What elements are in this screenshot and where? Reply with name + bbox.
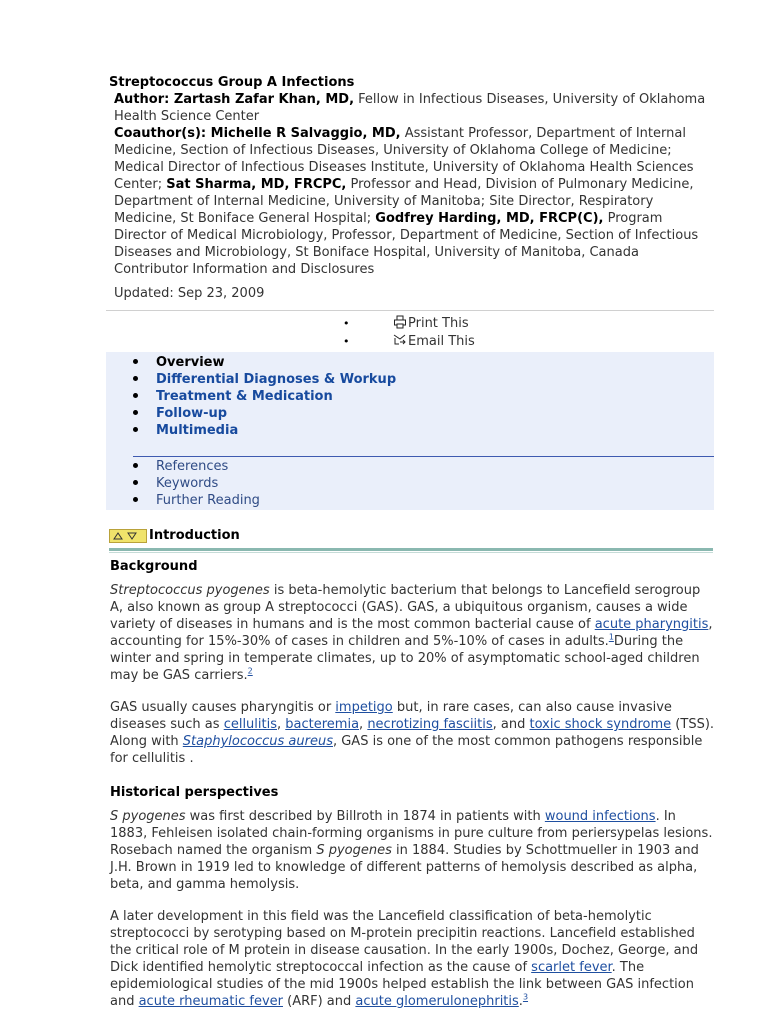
historical-paragraph-2 (110, 908, 716, 1010)
introduction-section-header (109, 527, 713, 544)
coauthor-2-affiliation: Professor and Head, Division of Pulmonary Medicine, Department of Internal Medicine, University of Manitoba; Site Director, Respiratory Medicine, St Boniface General Hospital; (114, 177, 694, 226)
organism-name: S pyogenes (316, 843, 392, 858)
text-span: in 1884. Studies by Schottmueller in 1903 and J.H. Brown in 1919 led to knowledge of different patterns of hemolysis described as alpha, beta, and gamma hemolysis. (110, 843, 699, 892)
nav-divider (133, 456, 714, 457)
updated-date: Updated: Sep 23, 2009 (114, 286, 265, 301)
citation-2[interactable]: 2 (247, 666, 253, 676)
text-span: , and (492, 717, 530, 732)
link-wound-infections[interactable]: wound infections (544, 809, 656, 824)
article-navigation (106, 352, 714, 510)
list-bullet (133, 410, 138, 415)
link-scarlet-fever[interactable]: scarlet fever (531, 960, 612, 975)
text-span: , GAS is one of the most common pathogens responsible for cellulitis . (110, 734, 703, 766)
list-bullet (133, 497, 138, 502)
nav-link-differential-diagnoses[interactable]: Differential Diagnoses & Workup (156, 372, 397, 387)
link-acute-rheumatic-fever[interactable]: acute rheumatic fever (138, 994, 283, 1009)
organism-name: Streptococcus pyogenes (110, 583, 270, 598)
expand-collapse-icon (110, 530, 146, 542)
coauthor-label: Coauthor(s): Michelle R Salvaggio, MD, (114, 126, 401, 141)
text-span: , accounting for 15%-30% of cases in children and 5%-10% of cases in adults. (110, 617, 713, 649)
email-icon (393, 333, 407, 347)
text-span: but, in rare cases, can also cause invasive diseases such as (110, 700, 672, 732)
author-affiliation: Fellow in Infectious Diseases, University of Oklahoma Health Science Center (114, 92, 706, 124)
nav-link-references[interactable]: References (156, 459, 229, 474)
author-name: Author: Zartash Zafar Khan, MD, (114, 92, 355, 107)
text-span: GAS usually causes pharyngitis or (110, 700, 336, 715)
section-divider (109, 548, 713, 551)
coauthor-3-affiliation: Program Director of Medical Microbiology, Professor, Department of Medicine, Section of Infectious Diseases and Microbiology, St Boniface Hospital, University of Manitoba, Canada (114, 211, 699, 260)
coauthor-2-name: Sat Sharma, MD, FRCPC, (166, 177, 347, 192)
coauthor-1-affiliation: Assistant Professor, Department of Internal Medicine, Section of Infectious Diseases, University of Oklahoma College of Medicine; Medical Director of Infectious Diseases Institute, University of Oklahoma Health Sciences Center; (114, 126, 694, 192)
background-paragraph-1 (110, 582, 716, 684)
printer-icon (393, 315, 407, 329)
citation-3[interactable]: 3 (522, 992, 529, 1002)
print-this-link[interactable]: Print This (408, 316, 469, 331)
list-bullet (133, 463, 138, 468)
article-toolbar (106, 310, 714, 351)
text-span: (TSS). Along with (110, 717, 715, 749)
background-paragraph-2 (110, 699, 716, 767)
nav-link-overview[interactable]: Overview (156, 355, 225, 370)
list-bullet: • (343, 335, 350, 348)
text-span: . The epidemiological studies of the mid 1900s helped establish the link between GAS infection and (110, 960, 694, 1009)
background-heading: Background (110, 559, 198, 574)
section-toggle-icon[interactable] (109, 529, 147, 543)
text-span: . (518, 994, 523, 1009)
link-toxic-shock-syndrome[interactable]: toxic shock syndrome (529, 717, 672, 732)
nav-link-treatment[interactable]: Treatment & Medication (156, 389, 333, 404)
list-bullet (133, 393, 138, 398)
citation-1[interactable]: 1 (608, 632, 614, 642)
text-span: (ARF) and (283, 994, 356, 1009)
print-item[interactable] (106, 315, 714, 333)
email-item[interactable] (106, 333, 714, 351)
link-staphylococcus-aureus[interactable]: Staphylococcus aureus (182, 734, 333, 749)
historical-heading: Historical perspectives (110, 785, 279, 800)
nav-link-keywords[interactable]: Keywords (156, 476, 219, 491)
text-span: , (277, 717, 286, 732)
text-span: A later development in this field was the Lancefield classification of beta-hemolytic streptococci by serotyping based on M-protein precipitin reactions. Lancefield established the critical role of M protein in disease causation. In the early 1900s, Dochez, George, and Dick identified hemolytic streptococcal infection as the cause of (110, 909, 699, 975)
nav-link-follow-up[interactable]: Follow-up (156, 406, 228, 421)
nav-link-further-reading[interactable]: Further Reading (156, 493, 260, 508)
section-title-introduction: Introduction (149, 528, 240, 543)
link-acute-pharyngitis[interactable]: acute pharyngitis (594, 617, 709, 632)
link-cellulitis[interactable]: cellulitis (223, 717, 278, 732)
link-impetigo[interactable]: impetigo (335, 700, 393, 715)
list-bullet: • (343, 317, 350, 330)
list-bullet (133, 376, 138, 381)
text-span: , (359, 717, 368, 732)
nav-link-multimedia[interactable]: Multimedia (156, 423, 239, 438)
organism-name: S pyogenes (110, 809, 186, 824)
page-title: Streptococcus Group A Infections (109, 75, 355, 90)
coauthor-3-name: Godfrey Harding, MD, FRCP(C), (375, 211, 604, 226)
list-bullet (133, 359, 138, 364)
link-bacteremia[interactable]: bacteremia (285, 717, 360, 732)
list-bullet (133, 480, 138, 485)
text-span: During the winter and spring in temperate climates, up to 20% of asymptomatic school-aged children may be GAS carriers. (110, 634, 700, 683)
text-span: . In 1883, Fehleisen isolated chain-forming organisms in pure culture from periersypelas lesions. Rosebach named the organism (110, 809, 713, 858)
article-header (109, 74, 715, 302)
historical-paragraph-1 (110, 808, 716, 893)
article-body (110, 558, 716, 1025)
link-necrotizing-fasciitis[interactable]: necrotizing fasciitis (367, 717, 493, 732)
link-acute-glomerulonephritis[interactable]: acute glomerulonephritis (355, 994, 519, 1009)
text-span: is beta-hemolytic bacterium that belongs to Lancefield serogroup A, also known as group A streptococci (GAS). GAS, a ubiquitous organism, causes a wide variety of diseases in humans and is the most common bacterial cause of (110, 583, 701, 632)
contributor-info-link[interactable]: Contributor Information and Disclosures (114, 262, 375, 277)
section-divider-thin (109, 552, 713, 553)
email-this-link[interactable]: Email This (408, 334, 475, 349)
author-info (114, 91, 715, 278)
text-span: was first described by Billroth in 1874 in patients with (185, 809, 545, 824)
list-bullet (133, 427, 138, 432)
